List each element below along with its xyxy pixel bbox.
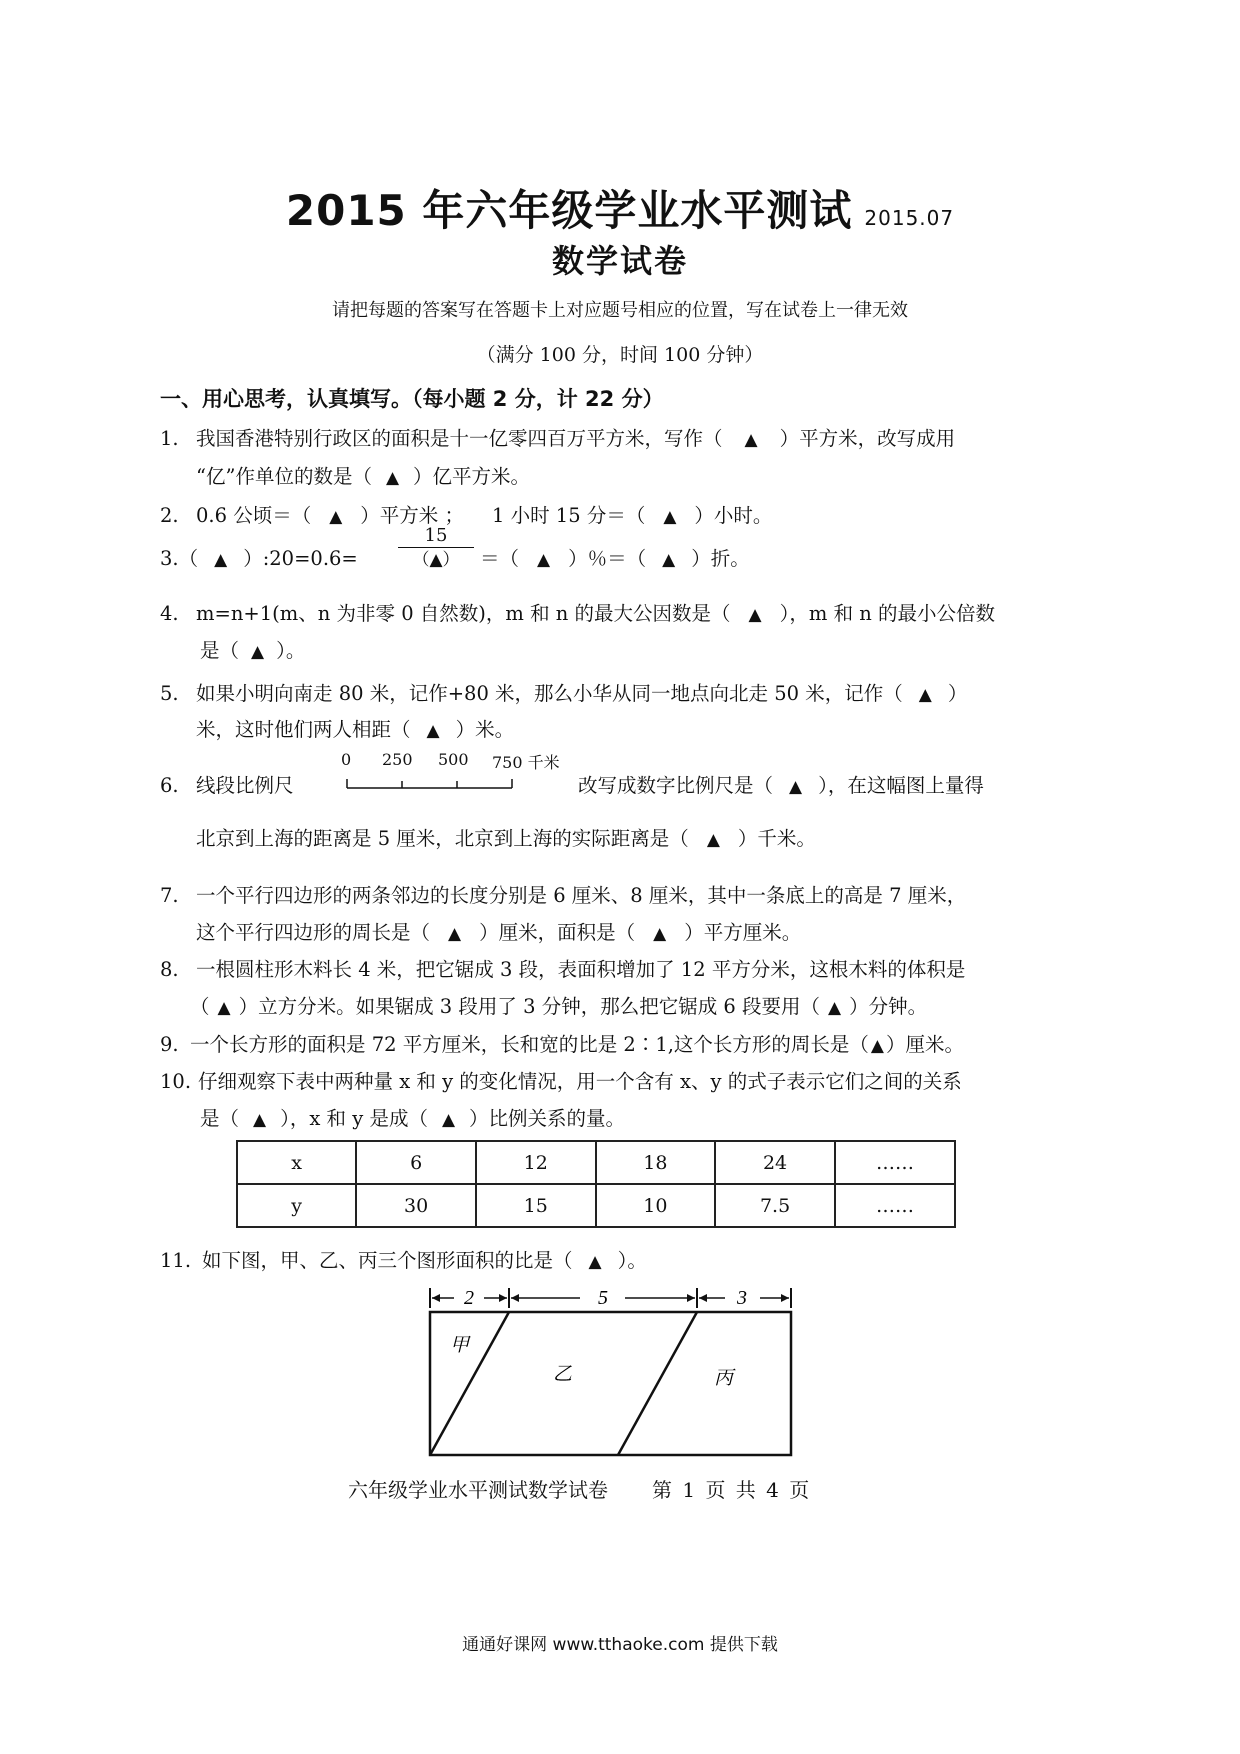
score-info: （满分 100 分，时间 100 分钟）	[476, 344, 764, 366]
table-cell: 6	[356, 1141, 476, 1184]
scale-tick-label: 750 千米	[492, 753, 560, 772]
answer-triangle-icon: ▲	[918, 685, 932, 705]
table-cell: x	[237, 1141, 356, 1184]
table-row	[237, 1141, 955, 1184]
answer-triangle-icon: ▲	[870, 1036, 884, 1056]
answer-triangle-icon: ▲	[448, 924, 462, 944]
question-4-line-2: 是（ ▲ ）。	[200, 639, 306, 662]
answer-triangle-icon: ▲	[429, 550, 443, 570]
page-number: 第 1 页 共 4 页	[652, 1478, 812, 1502]
answer-triangle-icon: ▲	[653, 924, 667, 944]
answer-triangle-icon: ▲	[537, 550, 551, 570]
question-2: 2. 0.6 公顷＝（ ▲ ）平方米 ； 1 小时 15 分＝（ ▲ ）小时。	[160, 504, 773, 527]
question-11: 11. 如下图，甲、乙、丙三个图形面积的比是（ ▲ ）。	[160, 1249, 647, 1272]
question-1-line-2: “亿”作单位的数是（ ▲ ）亿平方米。	[196, 465, 531, 488]
question-10-line-1: 10. 仔细观察下表中两种量 x 和 y 的变化情况，用一个含有 x、y 的式子表示它们之间的关系	[160, 1070, 962, 1093]
question-10-line-2: 是（ ▲ ），x 和 y 是成（ ▲ ）比例关系的量。	[200, 1107, 626, 1130]
page-subtitle: 数学试卷	[551, 242, 688, 280]
question-9: 9. 一个长方形的面积是 72 平方厘米，长和宽的比是 2∶1,这个长方形的周长是（ ▲ ）厘米。	[160, 1033, 965, 1056]
area-ratio-figure	[420, 1280, 800, 1460]
footer-title: 六年级学业水平测试数学试卷	[348, 1478, 608, 1502]
xy-table	[236, 1140, 956, 1228]
question-4-line-1: 4. m=n+1(m、n 为非零 0 自然数)，m 和 n 的最大公因数是（ ▲ ），m 和 n 的最小公倍数	[160, 602, 996, 625]
table-cell: 10	[596, 1184, 716, 1227]
fraction	[398, 525, 474, 572]
answer-triangle-icon: ▲	[329, 507, 343, 527]
question-7-line-2: 这个平行四边形的周长是（ ▲ ）厘米，面积是（ ▲ ）平方厘米。	[196, 921, 802, 944]
region-label: 乙	[553, 1363, 573, 1385]
answer-triangle-icon: ▲	[588, 1252, 602, 1272]
table-cell: 30	[356, 1184, 476, 1227]
answer-triangle-icon: ▲	[662, 550, 676, 570]
question-8-line-2: （ ▲ ）立方分米。如果锯成 3 段用了 3 分钟，那么把它锯成 6 段要用（ ▲ ）分钟。	[190, 995, 928, 1018]
answer-triangle-icon: ▲	[251, 642, 265, 662]
fraction-numerator: 15	[398, 525, 474, 548]
line-scale-bar	[341, 750, 565, 800]
table-cell: ……	[835, 1141, 955, 1184]
answer-triangle-icon: ▲	[744, 430, 758, 450]
answer-triangle-icon: ▲	[426, 721, 440, 741]
answer-triangle-icon: ▲	[789, 777, 803, 797]
page-footer	[348, 1474, 811, 1503]
instruction-text: 请把每题的答案写在答题卡上对应题号相应的位置，写在试卷上一律无效	[332, 300, 908, 321]
question-1-line-1: 1. 我国香港特别行政区的面积是十一亿零四百万平方米，写作（ ▲ ）平方米，改写成用	[160, 427, 956, 450]
answer-triangle-icon: ▲	[441, 1110, 456, 1130]
question-8-line-1: 8. 一根圆柱形木料长 4 米，把它锯成 3 段，表面积增加了 12 平方分米，这根木料的体积是	[160, 958, 966, 981]
region-label: 甲	[450, 1334, 470, 1356]
answer-triangle-icon: ▲	[828, 998, 842, 1018]
table-cell: 12	[476, 1141, 596, 1184]
answer-triangle-icon: ▲	[385, 468, 400, 488]
scale-tick-label: 250	[382, 750, 413, 769]
scale-bar-line	[345, 750, 565, 800]
table-cell: y	[237, 1184, 356, 1227]
answer-triangle-icon: ▲	[706, 830, 720, 850]
question-5-line-1: 5. 如果小明向南走 80 米，记作+80 米，那么小华从同一地点向北走 50 米，记作（ ▲ ）	[160, 682, 968, 705]
question-6-line-1: 改写成数字比例尺是（ ▲ ），在这幅图上量得	[578, 774, 984, 797]
question-6-label: 6. 线段比例尺	[160, 774, 294, 797]
answer-triangle-icon: ▲	[214, 550, 228, 570]
answer-triangle-icon: ▲	[748, 605, 762, 625]
title-text: 2015 年六年级学业水平测试	[285, 186, 853, 235]
dimension-label: 3	[737, 1287, 747, 1309]
table-cell: 24	[715, 1141, 835, 1184]
answer-triangle-icon: ▲	[253, 1110, 267, 1130]
scale-tick-label: 500	[438, 750, 469, 769]
region-label: 丙	[714, 1367, 734, 1389]
table-cell: 7.5	[715, 1184, 835, 1227]
question-3: 3.（ ▲ ）:20=0.6=	[160, 547, 358, 570]
section-heading: 一、用心思考，认真填写。（每小题 2 分，计 22 分）	[160, 387, 664, 411]
answer-triangle-icon: ▲	[663, 507, 677, 527]
table-row	[237, 1184, 955, 1227]
dimension-label: 5	[598, 1287, 608, 1309]
exam-date: 2015.07	[864, 206, 955, 230]
table-cell: ……	[835, 1184, 955, 1227]
scale-tick-label: 0	[341, 750, 352, 769]
answer-triangle-icon: ▲	[217, 998, 231, 1018]
page-title	[0, 178, 1240, 238]
question-6-line-2: 北京到上海的距离是 5 厘米，北京到上海的实际距离是（ ▲ ）千米。	[196, 827, 816, 850]
table-cell: 18	[596, 1141, 716, 1184]
fraction-denominator: （▲）	[412, 550, 460, 570]
source-credit: 通通好课网 www.tthaoke.com 提供下载	[462, 1635, 778, 1655]
dimension-label: 2	[464, 1287, 474, 1309]
question-3-rest: ＝（ ▲ ）％＝（ ▲ ）折。	[480, 547, 750, 570]
table-cell: 15	[476, 1184, 596, 1227]
question-5-line-2: 米，这时他们两人相距（ ▲ ）米。	[196, 718, 515, 741]
question-7-line-1: 7. 一个平行四边形的两条邻边的长度分别是 6 厘米、8 厘米，其中一条底上的高是 7 厘米，	[160, 884, 967, 907]
